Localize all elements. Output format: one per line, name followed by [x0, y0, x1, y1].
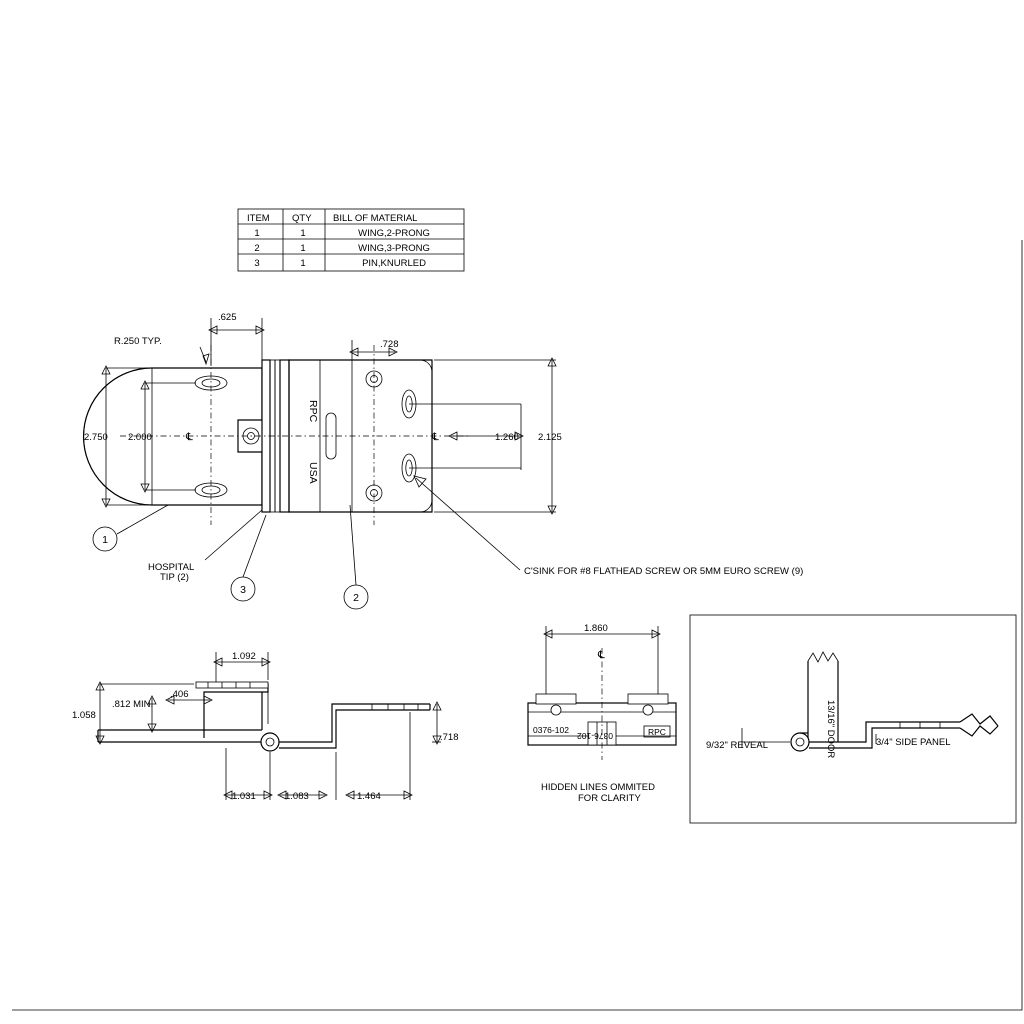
mark-usa: USA	[307, 462, 319, 484]
dim-1031: 1.031	[232, 791, 256, 802]
bom-row-qty: 1	[300, 228, 306, 239]
dim-1083: 1.083	[285, 791, 309, 802]
dim-2000: 2.000	[128, 432, 152, 443]
bom-header-qty: QTY	[292, 213, 312, 224]
side-view-dimensions	[96, 652, 441, 800]
centerline-symbol-left: ℄	[186, 431, 193, 443]
dim-2125: 2.125	[538, 432, 562, 443]
centerline-symbol-right: ℄	[432, 431, 439, 443]
dim-1464: 1.464	[357, 791, 381, 802]
balloon-3: 3	[240, 584, 246, 596]
dim-2750: 2.750	[84, 432, 108, 443]
side-view-geometry	[98, 682, 430, 751]
label-reveal: 9/32" REVEAL	[706, 740, 768, 751]
install-detail	[690, 615, 1016, 823]
bom-row-qty: 1	[300, 258, 306, 269]
mark-rpc: RPC	[307, 400, 319, 423]
dim-625: .625	[218, 312, 237, 323]
balloon-1: 1	[102, 534, 108, 546]
dim-406: .406	[170, 689, 189, 700]
mark-part-number: 0376-102	[533, 725, 569, 735]
bom-header-desc: BILL OF MATERIAL	[333, 213, 418, 224]
sheet-border	[12, 240, 1022, 1010]
label-side-panel: 3/4" SIDE PANEL	[876, 737, 951, 748]
note-hidden-lines-line2: FOR CLARITY	[578, 793, 641, 804]
note-csink: C'SINK FOR #8 FLATHEAD SCREW OR 5MM EURO SCREW (9)	[524, 566, 804, 577]
bom-row-desc: PIN,KNURLED	[362, 258, 426, 269]
dim-1860: 1.860	[584, 623, 608, 634]
bom-row-desc: WING,2-PRONG	[358, 228, 430, 239]
bom-row-item: 3	[254, 258, 260, 269]
dim-radius: R.250 TYP.	[114, 336, 162, 347]
mark-part-number-stamp: 0376-102	[577, 731, 613, 741]
mark-brand-top: RPC	[648, 727, 666, 737]
dim-1092: 1.092	[232, 651, 256, 662]
dim-718: .718	[440, 732, 459, 743]
dim-1260: 1.260	[495, 432, 519, 443]
balloon-2: 2	[353, 592, 359, 604]
bom-row-desc: WING,3-PRONG	[358, 243, 430, 254]
note-hospital-tip-line1: HOSPITAL	[148, 562, 195, 573]
bom-row-item: 2	[254, 243, 260, 254]
bom-row-item: 1	[254, 228, 260, 239]
centerline-symbol-top: ℄	[598, 649, 605, 661]
bom-row-qty: 1	[300, 243, 306, 254]
bom-header-item: ITEM	[247, 213, 270, 224]
dim-1058: 1.058	[72, 710, 96, 721]
dim-812: .812 MIN.	[112, 699, 154, 710]
note-hidden-lines-line1: HIDDEN LINES OMMITED	[541, 782, 656, 793]
label-door: 13/16" DOOR	[825, 700, 836, 759]
dim-728: .728	[380, 339, 399, 350]
note-hospital-tip-line2: TIP (2)	[160, 572, 189, 583]
